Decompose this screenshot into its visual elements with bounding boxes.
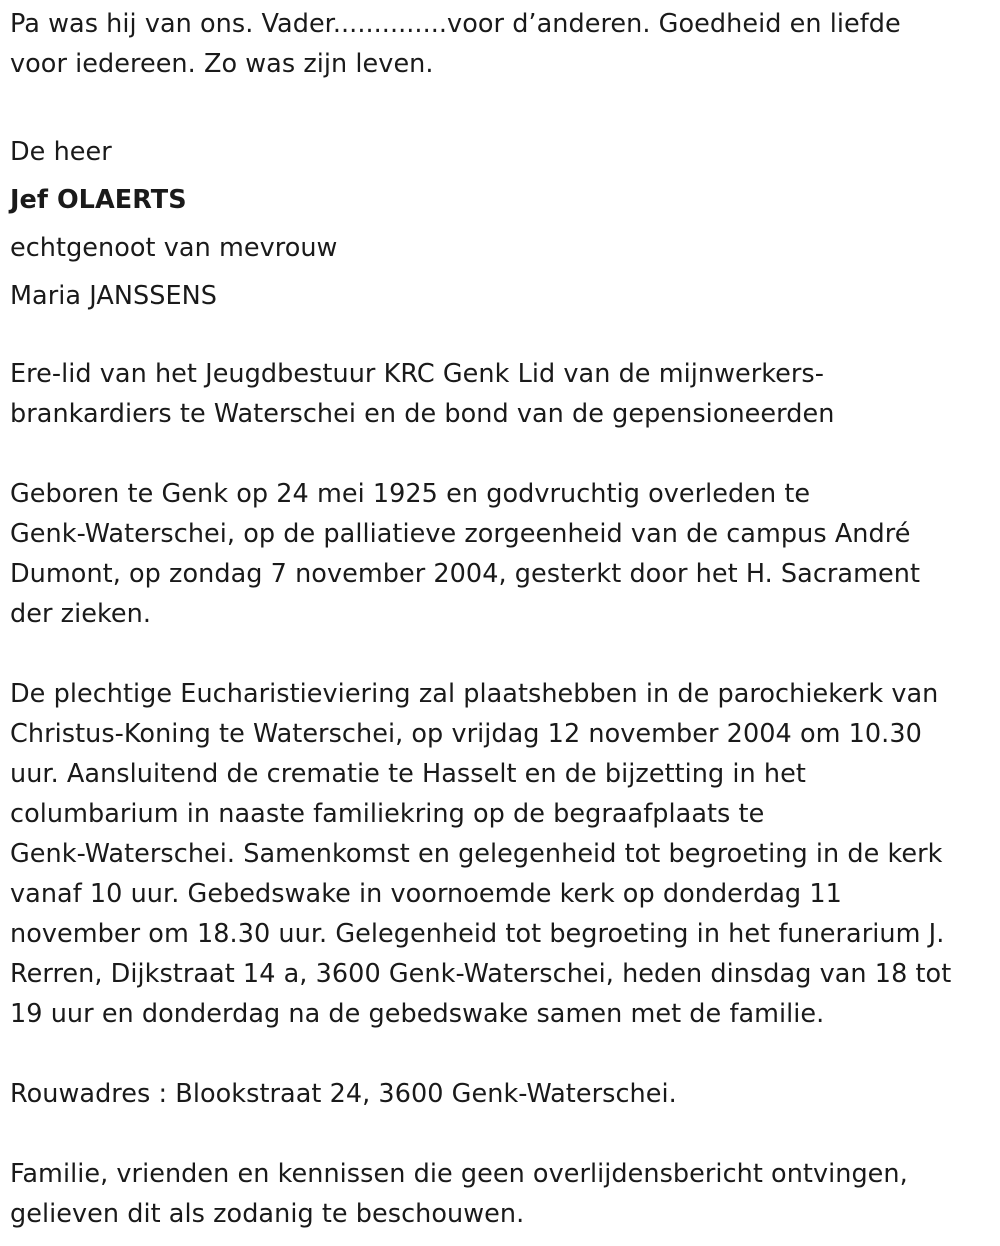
birth-death-text: Geboren te Genk op 24 mei 1925 en godvruchtig overleden te Genk-Waterschei, op de palliatieve zorgeenheid van de campus André Dumont, op zondag 7 november 2004, gesterkt door het H. Sacrament der zieken. bbox=[10, 479, 920, 629]
spouse-label: echtgenoot van mevrouw bbox=[10, 233, 338, 263]
obituary-notice bbox=[10, 0, 995, 1234]
ceremony-text: De plechtige Eucharistieviering zal plaatshebben in de parochiekerk van Christus-Koning te Waterschei, op vrijdag 12 november 2004 om 10.30 uur. Aansluitend de crematie te Hasselt en de bijzetting in het columbarium in naaste familiekring op de begraafplaats te Genk-Waterschei. Samenkomst en gelegenheid tot begroeting in de kerk vanaf 10 uur. Gebedswake in voornoemde kerk op donderdag 11 november om 18.30 uur. Gelegenheid tot begroeting in het funerarium J. Rerren, Dijkstraat 14 a, 3600 Genk-Waterschei, heden dinsdag van 18 tot 19 uur en donderdag na de gebedswake samen met de familie. bbox=[10, 679, 952, 1029]
intro-text: Pa was hij van ons. Vader..............voor d’anderen. Goedheid en liefde voor iedereen. Zo was zijn leven. bbox=[10, 9, 901, 79]
memberships-text: Ere-lid van het Jeugdbestuur KRC Genk Lid van de mijnwerkers- brankardiers te Waterschei en de bond van de gepensioneerden bbox=[10, 359, 835, 429]
mourning-address: Rouwadres : Blookstraat 24, 3600 Genk-Waterschei. bbox=[10, 1079, 677, 1109]
deceased-name: Jef OLAERTS bbox=[10, 185, 187, 215]
salutation: De heer bbox=[10, 137, 112, 167]
closing-text: Familie, vrienden en kennissen die geen overlijdensbericht ontvingen, gelieven dit als zodanig te beschouwen. bbox=[10, 1159, 908, 1229]
spouse-name: Maria JANSSENS bbox=[10, 281, 217, 311]
